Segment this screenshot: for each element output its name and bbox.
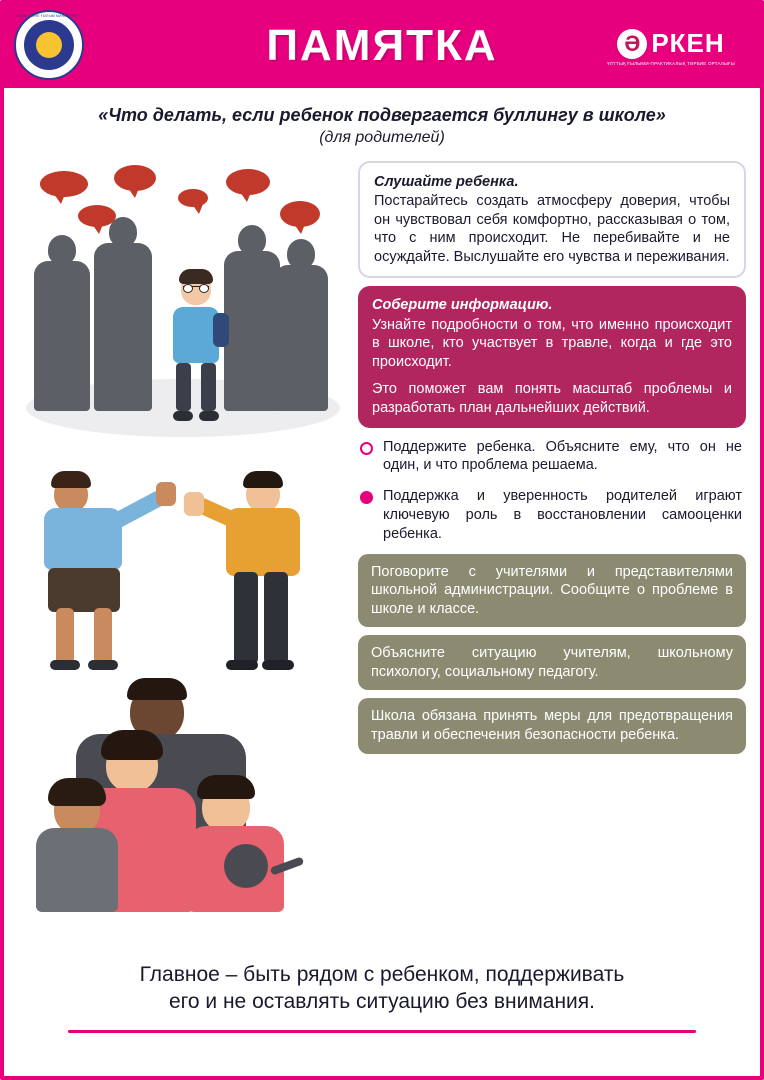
bullet-item-support	[358, 436, 746, 478]
boy-head	[202, 782, 250, 832]
card-listen	[358, 161, 746, 279]
boy-left	[44, 476, 164, 666]
victim-hair	[179, 269, 213, 284]
speech-bubble-icon	[40, 171, 88, 197]
boy-right	[198, 476, 318, 666]
bullying-illustration	[18, 161, 348, 451]
father-hair	[127, 678, 187, 700]
logo-row	[617, 28, 724, 59]
girl-hair	[48, 778, 106, 806]
victim-shoes	[173, 411, 219, 421]
bullet-hollow-icon	[360, 442, 373, 455]
family-illustration	[18, 676, 348, 946]
kazakhstan-emblem-icon	[14, 10, 84, 80]
card-collect-title: Соберите информацию.	[372, 297, 553, 314]
boy-right-shoe	[262, 660, 294, 670]
boy-right-leg	[234, 572, 258, 664]
card-collect-text-2: Это поможет вам понять масштаб проблемы и разработать план дальнейших действий.	[372, 381, 732, 416]
illustration-column	[18, 161, 348, 955]
victim-boy	[168, 273, 224, 421]
backpack-icon	[213, 313, 229, 347]
card-listen-text: Постарайтесь создать атмосферу доверия, чтобы он чувствовал себя комфортно, рассказывая о том, что с ним происходит. Не перебивайте и не осуждайте. Выслушайте его чувства и переживания.	[374, 193, 730, 265]
sun-icon	[36, 32, 62, 58]
boy-left-shoe	[50, 660, 80, 670]
victim-torso	[173, 307, 219, 363]
boy-right-head	[246, 476, 280, 512]
boy-hair	[197, 775, 255, 799]
logo-subtitle: ҰЛТТЫҚ ҒЫЛЫМИ-ПРАКТИКАЛЫҚ ТӘРБИЕ ОРТАЛЫҒЫ	[607, 61, 735, 66]
bullet-solid-icon	[360, 491, 373, 504]
card-school-duty: Школа обязана принять меры для предотвращения травли и обеспечения безопасности ребенка.	[358, 698, 746, 753]
victim-head	[181, 273, 211, 305]
footer-line-1: Главное – быть рядом с ребенком, поддерживать	[139, 962, 625, 986]
subtitle-block	[4, 88, 760, 155]
boy-right-hair	[243, 471, 283, 488]
speech-bubble-icon	[178, 189, 208, 207]
boy-left-shorts	[48, 568, 120, 612]
boy-left-hair	[51, 471, 91, 488]
bullet-item-confidence	[358, 485, 746, 546]
bully-head	[109, 217, 137, 247]
content-body	[4, 155, 760, 955]
bully-head	[287, 239, 315, 269]
logo-mark-icon: Ә	[617, 29, 647, 59]
boy-left-leg	[94, 608, 112, 664]
subtitle-main: «Что делать, если ребенок подвергается буллингу в школе»	[98, 105, 666, 125]
bully-silhouette	[94, 243, 152, 411]
boy-right-shoe	[226, 660, 258, 670]
speech-bubble-icon	[114, 165, 156, 191]
mother-head	[106, 738, 158, 792]
glasses-icon	[183, 286, 209, 294]
boy-left-leg	[56, 608, 74, 664]
girl-head	[54, 786, 100, 834]
boy-left-hand	[156, 482, 176, 506]
bully-silhouette	[224, 251, 280, 411]
orken-logo	[596, 20, 746, 74]
highfive-illustration	[18, 451, 348, 676]
emblem-caption: БІЛІМ ЖӘНЕ ҒЫЛЫМ МИНИСТРЛІГІ	[17, 14, 81, 18]
card-collect-text-1: Узнайте подробности о том, что именно происходит в школе, кто участвует в травле, когда и где это происходит.	[372, 316, 732, 370]
card-explain-situation: Объясните ситуацию учителям, школьному психологу, социальному педагогу.	[358, 635, 746, 690]
boy-right-leg	[264, 572, 288, 664]
card-listen-title: Слушайте ребенка.	[374, 173, 519, 190]
footer-divider	[68, 1030, 696, 1033]
page-footer	[4, 955, 760, 1033]
mother-hair	[101, 730, 163, 760]
bully-head	[48, 235, 76, 265]
emblem-inner	[24, 20, 74, 70]
boy-left-shoe	[88, 660, 118, 670]
subtitle-audience: (для родителей)	[319, 128, 445, 146]
card-collect-info	[358, 286, 746, 427]
bullet-support-text: Поддержите ребенка. Объясните ему, что он не один, и что проблема решаема.	[383, 438, 742, 474]
boy-left-head	[54, 476, 88, 512]
card-talk-to-teachers: Поговорите с учителями и представителями школьной администрации. Сообщите о проблеме в школе и классе.	[358, 554, 746, 628]
footer-line-2: его и не оставлять ситуацию без внимания.	[169, 990, 595, 1014]
victim-legs	[176, 363, 216, 411]
page-header	[4, 4, 760, 88]
bullet-confidence-text: Поддержка и уверенность родителей играют ключевую роль в восстановлении самооценки ребенка.	[383, 488, 742, 542]
speech-bubble-icon	[280, 201, 320, 227]
logo-name: РКЕН	[651, 28, 725, 58]
boy-right-hand	[184, 492, 204, 516]
bully-silhouette	[34, 261, 90, 411]
speech-bubble-icon	[226, 169, 270, 195]
page-title: ПАМЯТКА	[266, 21, 498, 70]
girl-body	[36, 828, 118, 912]
text-column	[358, 161, 746, 955]
cat-icon	[224, 844, 268, 888]
bully-silhouette	[274, 265, 328, 411]
bully-head	[238, 225, 266, 255]
